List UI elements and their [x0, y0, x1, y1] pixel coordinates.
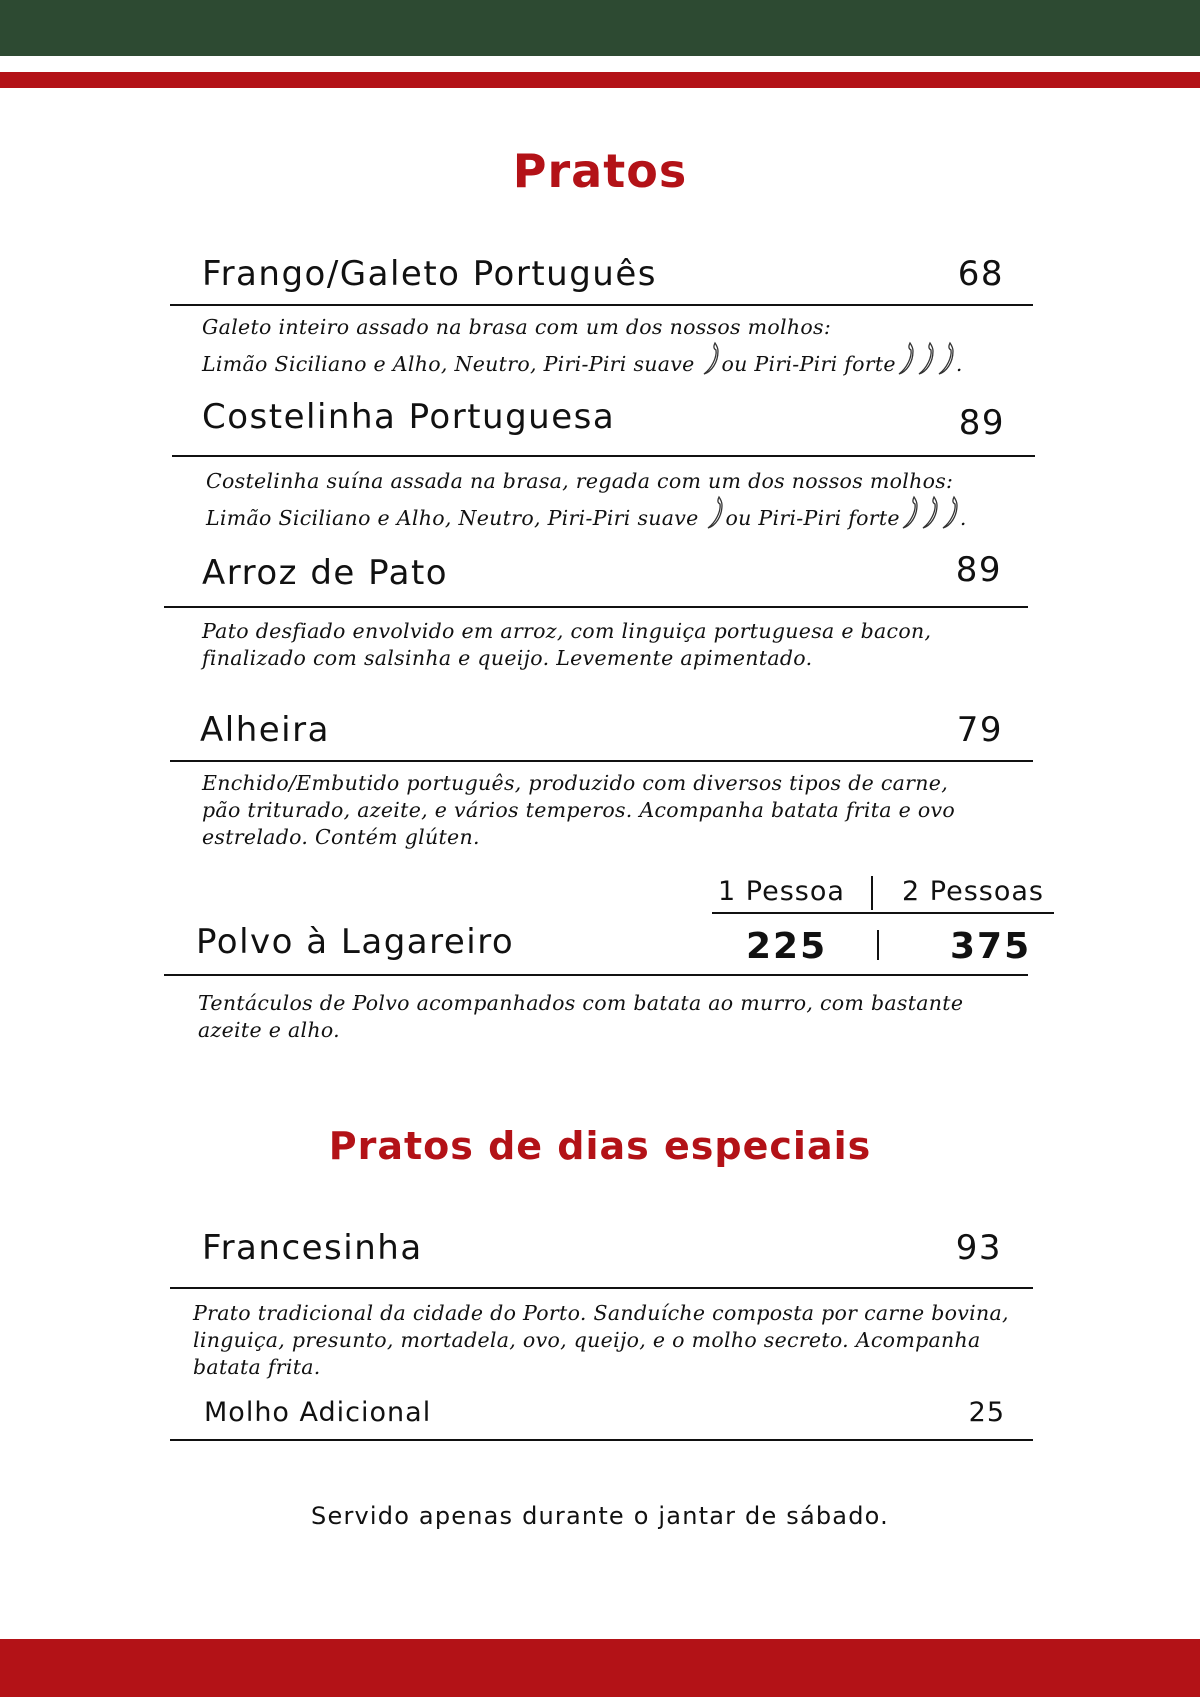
item-price-alheira: 79 — [956, 710, 1003, 750]
desc-line: azeite e alho. — [198, 1018, 340, 1042]
divider-column-headers — [712, 912, 1054, 914]
item-price-frango: 68 — [957, 254, 1004, 294]
footer-note: Servido apenas durante o jantar de sábado. — [311, 1502, 889, 1530]
section-title-pratos: Pratos — [512, 144, 688, 198]
item-price-francesinha: 93 — [955, 1228, 1002, 1268]
item-desc-arroz-de-pato — [202, 618, 1022, 672]
chili-pepper-icon — [896, 341, 916, 377]
desc-line: Pato desfiado envolvido em arroz, com linguiça portuguesa e bacon, — [202, 619, 932, 643]
chili-pepper-icon — [920, 495, 940, 531]
chili-pepper-icon — [705, 495, 725, 531]
divider-molho-adicional — [170, 1439, 1033, 1441]
item-desc-francesinha — [193, 1300, 1033, 1381]
desc-text: ou Piri-Piri forte — [725, 506, 900, 530]
desc-line: finalizado com salsinha e queijo. Levemente apimentado. — [202, 646, 813, 670]
desc-line: estrelado. Contém glúten. — [202, 825, 480, 849]
chili-pepper-icon — [916, 341, 936, 377]
desc-text: Limão Siciliano e Alho, Neutro, Piri-Piri suave — [206, 506, 699, 530]
column-header-2-pessoas: 2 Pessoas — [902, 876, 1044, 907]
column-header-1-pessoa: 1 Pessoa — [718, 876, 845, 907]
desc-line — [206, 495, 1026, 532]
divider-arroz-de-pato — [164, 606, 1028, 608]
chili-pepper-icon — [900, 495, 920, 531]
top-green-band — [0, 0, 1200, 56]
item-name-costelinha: Costelinha Portuguesa — [202, 397, 616, 437]
item-price-arroz-de-pato: 89 — [955, 550, 1002, 590]
desc-text: Limão Siciliano e Alho, Neutro, Piri-Piri suave — [202, 352, 695, 376]
top-red-stripe — [0, 72, 1200, 88]
desc-line: batata frita. — [193, 1355, 321, 1379]
item-price-polvo-2-pessoas: 375 — [950, 926, 1032, 967]
item-name-polvo: Polvo à Lagareiro — [196, 922, 515, 962]
desc-line: Costelinha suína assada na brasa, regada com um dos nossos molhos: — [206, 469, 954, 493]
desc-line — [202, 341, 1022, 378]
desc-text: . — [959, 506, 967, 530]
item-name-francesinha: Francesinha — [202, 1228, 423, 1268]
item-price-molho-adicional: 25 — [968, 1397, 1005, 1428]
desc-line: pão triturado, azeite, e vários temperos. Acompanha batata frita e ovo — [202, 798, 955, 822]
desc-line: Tentáculos de Polvo acompanhados com batata ao murro, com bastante — [198, 991, 964, 1015]
desc-line: Galeto inteiro assado na brasa com um dos nossos molhos: — [202, 315, 832, 339]
desc-line: Prato tradicional da cidade do Porto. Sanduíche composta por carne bovina, — [193, 1301, 1009, 1325]
column-separator — [871, 876, 873, 910]
divider-polvo — [164, 974, 1028, 976]
divider-frango — [170, 304, 1033, 306]
item-price-costelinha: 89 — [958, 403, 1005, 443]
chili-pepper-icon — [940, 495, 960, 531]
item-desc-frango — [202, 314, 1022, 378]
item-desc-polvo — [198, 990, 1028, 1044]
item-name-arroz-de-pato: Arroz de Pato — [202, 553, 449, 593]
item-desc-alheira — [202, 770, 1022, 851]
item-name-molho-adicional: Molho Adicional — [204, 1397, 432, 1428]
desc-text: ou Piri-Piri forte — [721, 352, 896, 376]
item-name-frango: Frango/Galeto Português — [202, 254, 657, 294]
chili-pepper-icon — [936, 341, 956, 377]
desc-line: Enchido/Embutido português, produzido com diversos tipos de carne, — [202, 771, 949, 795]
desc-line: linguiça, presunto, mortadela, ovo, queijo, e o molho secreto. Acompanha — [193, 1328, 981, 1352]
divider-francesinha — [170, 1287, 1033, 1289]
item-name-alheira: Alheira — [200, 710, 330, 750]
bottom-red-band — [0, 1639, 1200, 1697]
item-price-polvo-1-pessoa: 225 — [746, 926, 828, 967]
section-title-pratos-de-dias-especiais: Pratos de dias especiais — [328, 1124, 872, 1168]
divider-costelinha — [172, 455, 1035, 457]
desc-text: . — [955, 352, 963, 376]
item-desc-costelinha — [206, 468, 1026, 532]
chili-pepper-icon — [701, 341, 721, 377]
divider-alheira — [170, 760, 1033, 762]
price-separator — [877, 930, 879, 960]
